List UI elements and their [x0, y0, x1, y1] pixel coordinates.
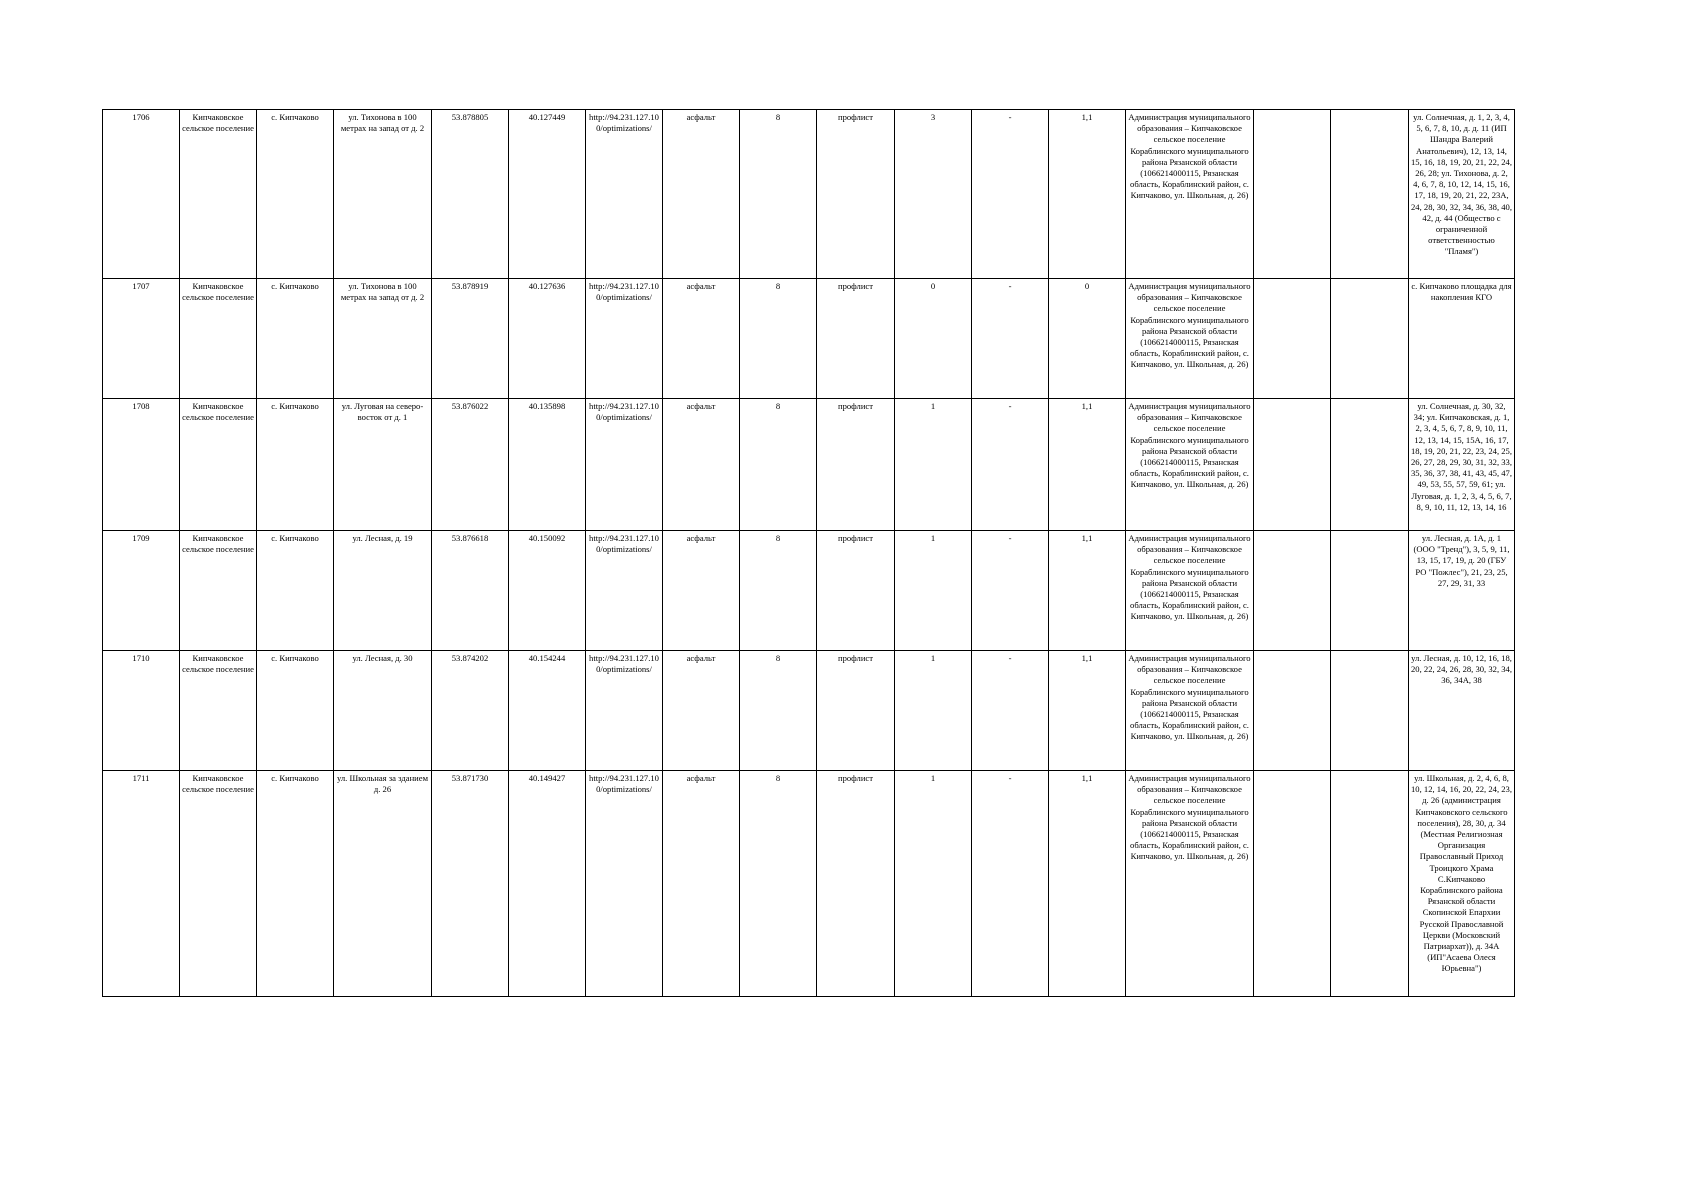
- cell-volume: 1,1: [1049, 399, 1126, 531]
- cell-longitude: 40.154244: [509, 651, 586, 771]
- cell-containers: 1: [895, 531, 972, 651]
- cell-bunkers: -: [972, 399, 1049, 531]
- cell-number: 1707: [103, 279, 180, 399]
- cell-empty-1: [1254, 279, 1331, 399]
- cell-containers: 1: [895, 651, 972, 771]
- cell-longitude: 40.150092: [509, 531, 586, 651]
- cell-containers: 0: [895, 279, 972, 399]
- cell-containers: 1: [895, 399, 972, 531]
- cell-bunkers: -: [972, 771, 1049, 997]
- cell-empty-2: [1331, 279, 1409, 399]
- cell-surface: асфальт: [663, 399, 740, 531]
- cell-surface: асфальт: [663, 279, 740, 399]
- cell-latitude: 53.878919: [432, 279, 509, 399]
- table-row: [103, 771, 1515, 997]
- cell-volume: 0: [1049, 279, 1126, 399]
- cell-owner: Администрация муниципального образования – Кипчаковское сельское поселение Кораблинского муниципального района Рязанской области (1066214000115, Рязанская область, Кораблинский район, с. Кипчаково, ул. Школьная, д. 26): [1126, 279, 1254, 399]
- cell-settlement: Кипчаковское сельское поселение: [180, 399, 257, 531]
- cell-bunkers: -: [972, 651, 1049, 771]
- cell-address: ул. Луговая на северо-восток от д. 1: [334, 399, 432, 531]
- cell-number: 1711: [103, 771, 180, 997]
- cell-settlement: Кипчаковское сельское поселение: [180, 771, 257, 997]
- cell-fence: профлист: [817, 110, 895, 279]
- cell-fence: профлист: [817, 399, 895, 531]
- cell-waste-sources: ул. Солнечная, д. 1, 2, 3, 4, 5, 6, 7, 8, 10, д. д. 11 (ИП Шандра Валерий Анатольевич), 12, 13, 14, 15, 16, 18, 19, 20, 21, 22, 24, 26, 28; ул. Тихонова, д. 2, 4, 6, 7, 8, 10, 12, 14, 15, 16, 17, 18, 19, 20, 21, 22, 23А, 24, 28, 30, 32, 34, 36, 38, 40, 42, д. 44 (Общество с ограниченной ответственностью "Пламя"): [1409, 110, 1515, 279]
- cell-longitude: 40.135898: [509, 399, 586, 531]
- cell-volume: 1,1: [1049, 651, 1126, 771]
- cell-waste-sources: ул. Лесная, д. 1А, д. 1 (ООО "Тренд"), 3, 5, 9, 11, 13, 15, 17, 19, д. 20 (ГБУ РО "Пожлес"), 21, 23, 25, 27, 29, 31, 33: [1409, 531, 1515, 651]
- cell-fence: профлист: [817, 279, 895, 399]
- cell-owner: Администрация муниципального образования – Кипчаковское сельское поселение Кораблинского муниципального района Рязанской области (1066214000115, Рязанская область, Кораблинский район, с. Кипчаково, ул. Школьная, д. 26): [1126, 651, 1254, 771]
- cell-address: ул. Лесная, д. 30: [334, 651, 432, 771]
- cell-bunkers: -: [972, 110, 1049, 279]
- cell-latitude: 53.871730: [432, 771, 509, 997]
- cell-area: 8: [740, 771, 817, 997]
- cell-locality: с. Кипчаково: [257, 771, 334, 997]
- cell-waste-sources: с. Кипчаково площадка для накопления КГО: [1409, 279, 1515, 399]
- cell-locality: с. Кипчаково: [257, 110, 334, 279]
- registry-table: [102, 109, 1515, 997]
- cell-settlement: Кипчаковское сельское поселение: [180, 110, 257, 279]
- table-row: [103, 531, 1515, 651]
- cell-locality: с. Кипчаково: [257, 279, 334, 399]
- cell-url: http://94.231.127.10 0/optimizations/: [586, 110, 663, 279]
- cell-url: http://94.231.127.10 0/optimizations/: [586, 651, 663, 771]
- cell-fence: профлист: [817, 771, 895, 997]
- cell-number: 1709: [103, 531, 180, 651]
- cell-empty-1: [1254, 110, 1331, 279]
- cell-surface: асфальт: [663, 651, 740, 771]
- cell-area: 8: [740, 531, 817, 651]
- registry-sheet: [102, 109, 1512, 997]
- cell-address: ул. Тихонова в 100 метрах на запад от д. 2: [334, 110, 432, 279]
- cell-longitude: 40.149427: [509, 771, 586, 997]
- cell-volume: 1,1: [1049, 110, 1126, 279]
- cell-locality: с. Кипчаково: [257, 399, 334, 531]
- cell-waste-sources: ул. Солнечная, д. 30, 32, 34; ул. Кипчаковская, д. 1, 2, 3, 4, 5, 6, 7, 8, 9, 10, 11, 12, 13, 14, 15, 15А, 16, 17, 18, 19, 20, 21, 22, 23, 24, 25, 26, 27, 28, 29, 30, 31, 32, 33, 35, 36, 37, 38, 41, 43, 45, 47, 49, 53, 55, 57, 59, 61; ул. Луговая, д. 1, 2, 3, 4, 5, 6, 7, 8, 9, 10, 11, 12, 13, 14, 16: [1409, 399, 1515, 531]
- cell-url: http://94.231.127.10 0/optimizations/: [586, 531, 663, 651]
- cell-fence: профлист: [817, 531, 895, 651]
- cell-longitude: 40.127636: [509, 279, 586, 399]
- cell-area: 8: [740, 399, 817, 531]
- cell-owner: Администрация муниципального образования – Кипчаковское сельское поселение Кораблинского муниципального района Рязанской области (1066214000115, Рязанская область, Кораблинский район, с. Кипчаково, ул. Школьная, д. 26): [1126, 110, 1254, 279]
- cell-volume: 1,1: [1049, 771, 1126, 997]
- cell-empty-1: [1254, 531, 1331, 651]
- cell-owner: Администрация муниципального образования – Кипчаковское сельское поселение Кораблинского муниципального района Рязанской области (1066214000115, Рязанская область, Кораблинский район, с. Кипчаково, ул. Школьная, д. 26): [1126, 531, 1254, 651]
- cell-containers: 3: [895, 110, 972, 279]
- cell-surface: асфальт: [663, 771, 740, 997]
- cell-empty-2: [1331, 531, 1409, 651]
- cell-number: 1710: [103, 651, 180, 771]
- cell-locality: с. Кипчаково: [257, 651, 334, 771]
- cell-empty-2: [1331, 651, 1409, 771]
- cell-latitude: 53.874202: [432, 651, 509, 771]
- table-row: [103, 110, 1515, 279]
- cell-area: 8: [740, 110, 817, 279]
- cell-volume: 1,1: [1049, 531, 1126, 651]
- cell-number: 1708: [103, 399, 180, 531]
- cell-settlement: Кипчаковское сельское поселение: [180, 651, 257, 771]
- cell-url: http://94.231.127.10 0/optimizations/: [586, 771, 663, 997]
- cell-containers: 1: [895, 771, 972, 997]
- cell-number: 1706: [103, 110, 180, 279]
- cell-url: http://94.231.127.10 0/optimizations/: [586, 399, 663, 531]
- cell-area: 8: [740, 651, 817, 771]
- cell-empty-1: [1254, 771, 1331, 997]
- table-row: [103, 651, 1515, 771]
- table-row: [103, 279, 1515, 399]
- cell-owner: Администрация муниципального образования – Кипчаковское сельское поселение Кораблинского муниципального района Рязанской области (1066214000115, Рязанская область, Кораблинский район, с. Кипчаково, ул. Школьная, д. 26): [1126, 399, 1254, 531]
- table-row: [103, 399, 1515, 531]
- cell-locality: с. Кипчаково: [257, 531, 334, 651]
- cell-bunkers: -: [972, 279, 1049, 399]
- cell-url: http://94.231.127.10 0/optimizations/: [586, 279, 663, 399]
- cell-surface: асфальт: [663, 531, 740, 651]
- cell-latitude: 53.876022: [432, 399, 509, 531]
- cell-address: ул. Лесная, д. 19: [334, 531, 432, 651]
- cell-waste-sources: ул. Лесная, д. 10, 12, 16, 18, 20, 22, 24, 26, 28, 30, 32, 34, 36, 34А, 38: [1409, 651, 1515, 771]
- cell-surface: асфальт: [663, 110, 740, 279]
- cell-address: ул. Школьная за зданием д. 26: [334, 771, 432, 997]
- cell-address: ул. Тихонова в 100 метрах на запад от д. 2: [334, 279, 432, 399]
- cell-settlement: Кипчаковское сельское поселение: [180, 279, 257, 399]
- cell-settlement: Кипчаковское сельское поселение: [180, 531, 257, 651]
- cell-owner: Администрация муниципального образования – Кипчаковское сельское поселение Кораблинского муниципального района Рязанской области (1066214000115, Рязанская область, Кораблинский район, с. Кипчаково, ул. Школьная, д. 26): [1126, 771, 1254, 997]
- cell-empty-2: [1331, 110, 1409, 279]
- cell-longitude: 40.127449: [509, 110, 586, 279]
- cell-empty-2: [1331, 771, 1409, 997]
- cell-latitude: 53.878805: [432, 110, 509, 279]
- cell-empty-1: [1254, 399, 1331, 531]
- cell-fence: профлист: [817, 651, 895, 771]
- cell-empty-2: [1331, 399, 1409, 531]
- cell-waste-sources: ул. Школьная, д. 2, 4, 6, 8, 10, 12, 14, 16, 20, 22, 24, 23, д. 26 (администрация Кипчаковского сельского поселения), 28, 30, д. 34 (Местная Религиозная Организация Православный Приход Троицкого Храма С.Кипчаково Кораблинского района Рязанской области Скопинской Епархии Русской Православной Церкви (Московский Патриархат)), д. 34А (ИП"Асаева Олеся Юрьевна"): [1409, 771, 1515, 997]
- cell-area: 8: [740, 279, 817, 399]
- cell-latitude: 53.876618: [432, 531, 509, 651]
- cell-bunkers: -: [972, 531, 1049, 651]
- cell-empty-1: [1254, 651, 1331, 771]
- table-body: [103, 110, 1515, 997]
